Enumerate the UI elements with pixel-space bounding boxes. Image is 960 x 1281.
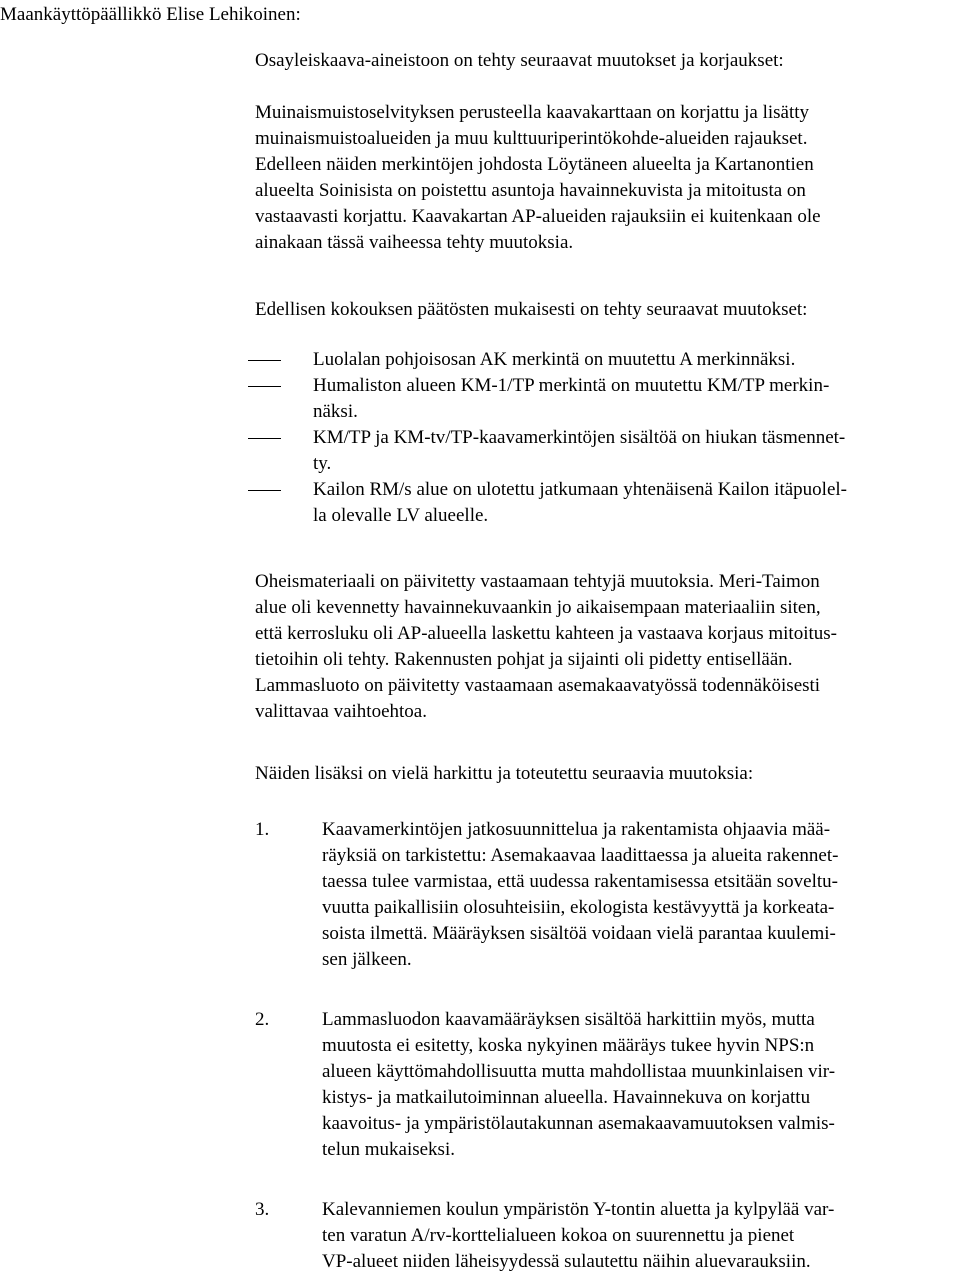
text-line: ten varatun A/rv-korttelialueen kokoa on suurennettu ja pienet [322,1225,795,1246]
text-line: ty. [313,453,332,474]
text-line: Näiden lisäksi on vielä harkittu ja toteutettu seuraavia muutoksia: [255,763,754,784]
text-line: sen jälkeen. [322,949,412,970]
dash-bullet [248,386,281,387]
text-line: Luolalan pohjoisosan AK merkintä on muutettu A merkinnäksi. [313,349,796,370]
text-line: kistys- ja matkailutoiminnan alueella. Havainnekuva on korjattu [322,1087,811,1108]
text-line: Edelleen näiden merkintöjen johdosta Löytäneen alueelta ja Kartanontien [255,154,814,175]
text-line: että kerrosluku oli AP-alueella laskettu kahteen ja vastaava korjaus mitoitus- [255,623,837,644]
paragraph-archaeology [255,100,955,256]
text-line: räyksiä on tarkistettu: Asemakaavaa laadittaessa ja alueita rakennet- [322,845,839,866]
text-line: Kaavamerkintöjen jatkosuunnittelua ja rakentamista ohjaavia mää- [322,819,831,840]
text-line: valittavaa vaihtoehtoa. [255,701,427,722]
text-line: Lammasluodon kaavamääräyksen sisältöä harkittiin myös, mutta [322,1009,815,1030]
decisions-intro [255,297,955,323]
text-line: ainakaan tässä vaiheessa tehty muutoksia. [255,232,574,253]
item-number: 1. [255,819,270,840]
intro-paragraph [255,48,955,74]
text-line: VP-alueet niiden läheisyydessä sulautettu näihin aluevarauksiin. [322,1251,811,1272]
text-line: Humaliston alueen KM-1/TP merkintä on muutettu KM/TP merkin- [313,375,830,396]
text-line: alueen käyttömahdollisuutta mutta mahdollistaa muunkinlaisen vir- [322,1061,836,1082]
dash-bullet [248,490,281,491]
further-changes-intro [255,761,955,787]
text-line: tietoihin oli tehty. Rakennusten pohjat ja sijainti oli pidetty entisellään. [255,649,793,670]
dash-bullet [248,360,281,361]
text-line: vuutta paikallisiin olosuhteisiin, ekologista kestävyyttä ja korkeata- [322,897,835,918]
item-number: 3. [255,1199,270,1220]
text-line: Oheismateriaali on päivitetty vastaamaan tehtyjä muutoksia. Meri-Taimon [255,571,820,592]
text-line: la olevalle LV alueelle. [313,505,489,526]
text-line: KM/TP ja KM-tv/TP-kaavamerkintöjen sisältöä on hiukan täsmennet- [313,427,846,448]
text-line: muutosta ei esitetty, koska nykyinen määräys tukee hyvin NPS:n [322,1035,815,1056]
item-number: 2. [255,1009,270,1030]
text-line: alueelta Soinisista on poistettu asuntoja havainnekuvista ja mitoitusta on [255,180,806,201]
text-line: Osayleiskaava-aineistoon on tehty seuraavat muutokset ja korjaukset: [255,50,784,71]
text-line: taessa tulee varmistaa, että uudessa rakentamisessa etsitään soveltu- [322,871,838,892]
text-line: Lammasluoto on päivitetty vastaamaan asemakaavatyössä todennäköisesti [255,675,821,696]
text-line: vastaavasti korjattu. Kaavakartan AP-alueiden rajauksiin ei kuitenkaan ole [255,206,821,227]
paragraph-supplementary [255,569,955,725]
text-line: soista ilmettä. Määräyksen sisältöä voidaan vielä parantaa kuulemi- [322,923,836,944]
text-line: kaavoitus- ja ympäristölautakunnan asemakaavamuutoksen valmis- [322,1113,835,1134]
text-line: Edellisen kokouksen päätösten mukaisesti on tehty seuraavat muutokset: [255,299,808,320]
text-line: Kalevanniemen koulun ympäristön Y-tontin aluetta ja kylpylää var- [322,1199,835,1220]
speaker-heading: Maankäyttöpäällikkö Elise Lehikoinen: [0,4,301,25]
text-line: muinaismuistoalueiden ja muu kulttuuriperintökohde-alueiden rajaukset. [255,128,808,149]
text-line: telun mukaiseksi. [322,1139,455,1160]
dash-bullet [248,438,281,439]
text-line: Kailon RM/s alue on ulotettu jatkumaan yhtenäisenä Kailon itäpuolel- [313,479,847,500]
text-line: Muinaismuistoselvityksen perusteella kaavakarttaan on korjattu ja lisätty [255,102,810,123]
text-line: näksi. [313,401,358,422]
text-line: alue oli kevennetty havainnekuvaankin jo aikaisempaan materiaaliin siten, [255,597,821,618]
